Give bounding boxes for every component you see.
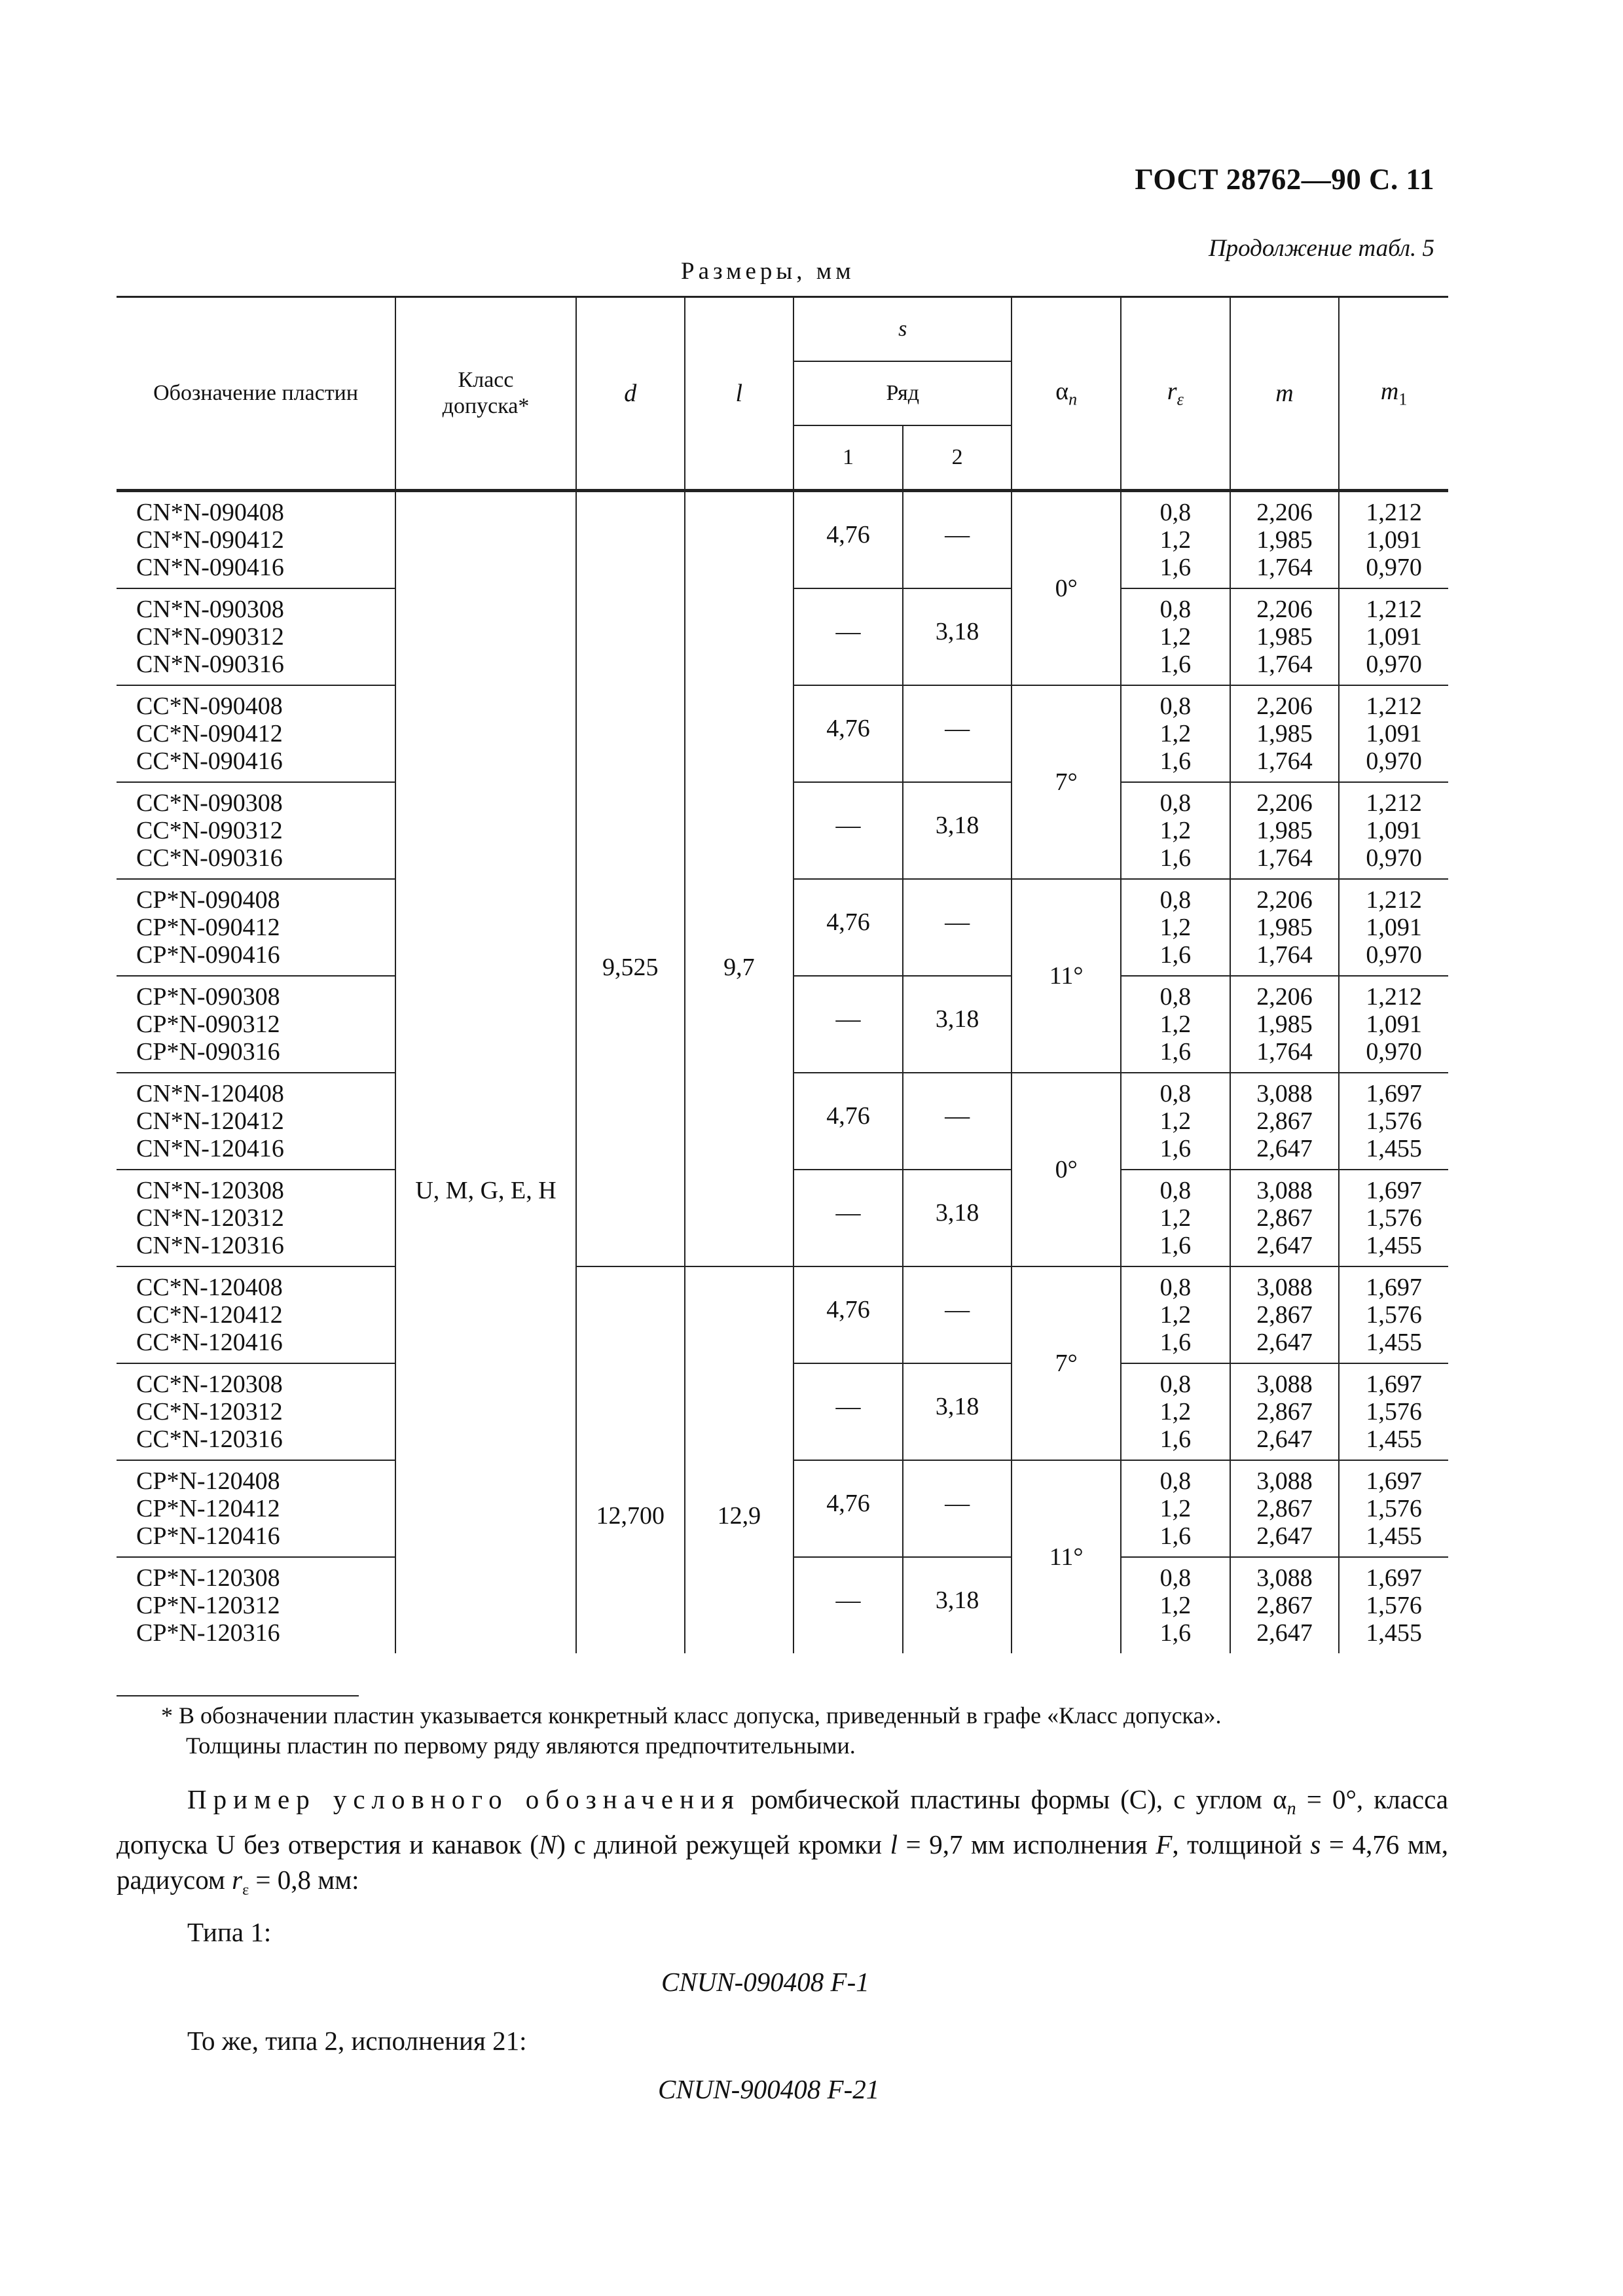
m1-values: 1,212 1,091 0,970 bbox=[1339, 491, 1448, 589]
s-row1-value: — bbox=[793, 1557, 903, 1653]
d-value: 9,525 bbox=[576, 491, 685, 1267]
r-values: 0,8 1,2 1,6 bbox=[1121, 685, 1230, 782]
r-values: 0,8 1,2 1,6 bbox=[1121, 976, 1230, 1073]
table-continuation-label: Продолжение табл. 5 bbox=[1208, 235, 1434, 262]
header-m1: $m_1$ bbox=[1339, 297, 1448, 491]
m1-values: 1,212 1,091 0,970 bbox=[1339, 588, 1448, 685]
insert-codes: CP*N-090408 CP*N-090412 CP*N-090416 bbox=[117, 879, 395, 976]
example-type1-label: Типа 1: bbox=[187, 1917, 272, 1947]
s-row2-value: — bbox=[903, 491, 1012, 589]
header-row1: 1 bbox=[793, 425, 903, 491]
m1-values: 1,212 1,091 0,970 bbox=[1339, 879, 1448, 976]
header-tolerance-class: Класс допуска* bbox=[395, 297, 576, 491]
l-value: 9,7 bbox=[685, 491, 794, 1267]
m1-values: 1,697 1,576 1,455 bbox=[1339, 1073, 1448, 1170]
example-code1: CNUN-090408 F-1 bbox=[661, 1967, 869, 1997]
s-row1-value: 4,76 bbox=[793, 1460, 903, 1557]
s-row1-value: 4,76 bbox=[793, 1266, 903, 1363]
example-code2: CNUN-900408 F-21 bbox=[658, 2074, 880, 2104]
insert-codes: CN*N-120308 CN*N-120312 CN*N-120316 bbox=[117, 1170, 395, 1266]
alpha-value: 11° bbox=[1012, 1460, 1121, 1653]
s-row2-value: — bbox=[903, 1073, 1012, 1170]
m1-values: 1,697 1,576 1,455 bbox=[1339, 1460, 1448, 1557]
header-d: d bbox=[576, 297, 685, 491]
s-row2-value: 3,18 bbox=[903, 1557, 1012, 1653]
m1-values: 1,697 1,576 1,455 bbox=[1339, 1266, 1448, 1363]
table-row bbox=[117, 491, 1448, 589]
insert-codes: CC*N-090308 CC*N-090312 CC*N-090316 bbox=[117, 782, 395, 879]
m1-values: 1,697 1,576 1,455 bbox=[1339, 1557, 1448, 1653]
alpha-value: 7° bbox=[1012, 685, 1121, 879]
s-row2-value: 3,18 bbox=[903, 588, 1012, 685]
footnote-line2: Толщины пластин по первому ряду являются предпочтительными. bbox=[186, 1732, 856, 1759]
tolerance-class-value: U, M, G, E, H bbox=[395, 491, 576, 1654]
m1-values: 1,212 1,091 0,970 bbox=[1339, 782, 1448, 879]
alpha-value: 0° bbox=[1012, 1073, 1121, 1266]
m-values: 3,088 2,867 2,647 bbox=[1230, 1557, 1340, 1653]
insert-codes: CP*N-120408 CP*N-120412 CP*N-120416 bbox=[117, 1460, 395, 1557]
table-row bbox=[117, 1266, 1448, 1363]
m1-values: 1,212 1,091 0,970 bbox=[1339, 976, 1448, 1073]
alpha-value: 11° bbox=[1012, 879, 1121, 1073]
insert-codes: CP*N-090308 CP*N-090312 CP*N-090316 bbox=[117, 976, 395, 1073]
m-values: 3,088 2,867 2,647 bbox=[1230, 1266, 1340, 1363]
alpha-value: 7° bbox=[1012, 1266, 1121, 1460]
header-l: l bbox=[685, 297, 794, 491]
insert-codes: CN*N-090308 CN*N-090312 CN*N-090316 bbox=[117, 588, 395, 685]
s-row2-value: 3,18 bbox=[903, 782, 1012, 879]
r-values: 0,8 1,2 1,6 bbox=[1121, 1170, 1230, 1266]
m-values: 2,206 1,985 1,764 bbox=[1230, 782, 1340, 879]
m-values: 2,206 1,985 1,764 bbox=[1230, 976, 1340, 1073]
r-values: 0,8 1,2 1,6 bbox=[1121, 1460, 1230, 1557]
s-row2-value: — bbox=[903, 1460, 1012, 1557]
m-values: 2,206 1,985 1,764 bbox=[1230, 588, 1340, 685]
footnote-line1: * В обозначении пластин указывается конкретный класс допуска, приведенный в графе «Класс допуска». bbox=[161, 1702, 1222, 1729]
r-values: 0,8 1,2 1,6 bbox=[1121, 782, 1230, 879]
r-values: 0,8 1,2 1,6 bbox=[1121, 588, 1230, 685]
m1-values: 1,697 1,576 1,455 bbox=[1339, 1363, 1448, 1460]
m1-values: 1,697 1,576 1,455 bbox=[1339, 1170, 1448, 1266]
insert-codes: CC*N-120408 CC*N-120412 CC*N-120416 bbox=[117, 1266, 395, 1363]
header-alpha: $\alpha_n$ bbox=[1012, 297, 1121, 491]
insert-codes: CN*N-090408 CN*N-090412 CN*N-090416 bbox=[117, 491, 395, 589]
sizes-caption: Размеры, мм bbox=[681, 258, 855, 285]
s-row1-value: — bbox=[793, 1363, 903, 1460]
l-value: 12,9 bbox=[685, 1266, 794, 1653]
r-values: 0,8 1,2 1,6 bbox=[1121, 1073, 1230, 1170]
designation-example: Пример условного обозначения ромбической пластины формы (C), с углом $\alpha_n = 0^\circ$, класса допуска U без отверстия и канавок (N) с длиной режущей кромки l = 9,7 мм исполнения F, толщиной s = 4,76 мм, радиусом $r_\varepsilon = 0,8$ мм: bbox=[117, 1784, 1448, 1899]
s-row2-value: 3,18 bbox=[903, 976, 1012, 1073]
m-values: 3,088 2,867 2,647 bbox=[1230, 1170, 1340, 1266]
m-values: 3,088 2,867 2,647 bbox=[1230, 1363, 1340, 1460]
m1-values: 1,212 1,091 0,970 bbox=[1339, 685, 1448, 782]
insert-codes: CP*N-120308 CP*N-120312 CP*N-120316 bbox=[117, 1557, 395, 1653]
header-s: s bbox=[793, 297, 1012, 362]
header-row2: 2 bbox=[903, 425, 1012, 491]
r-values: 0,8 1,2 1,6 bbox=[1121, 1557, 1230, 1653]
footnotes bbox=[117, 1695, 1448, 1761]
s-row1-value: — bbox=[793, 1170, 903, 1266]
s-row1-value: — bbox=[793, 588, 903, 685]
r-values: 0,8 1,2 1,6 bbox=[1121, 1266, 1230, 1363]
s-row1-value: 4,76 bbox=[793, 879, 903, 976]
m-values: 3,088 2,867 2,647 bbox=[1230, 1460, 1340, 1557]
s-row2-value: — bbox=[903, 1266, 1012, 1363]
page-header: ГОСТ 28762—90 С. 11 bbox=[1135, 163, 1434, 196]
s-row1-value: 4,76 bbox=[793, 685, 903, 782]
insert-codes: CC*N-120308 CC*N-120312 CC*N-120316 bbox=[117, 1363, 395, 1460]
footnote-rule bbox=[117, 1695, 359, 1696]
r-values: 0,8 1,2 1,6 bbox=[1121, 1363, 1230, 1460]
r-values: 0,8 1,2 1,6 bbox=[1121, 491, 1230, 589]
m-values: 2,206 1,985 1,764 bbox=[1230, 879, 1340, 976]
s-row2-value: 3,18 bbox=[903, 1170, 1012, 1266]
header-designation: Обозначение пластин bbox=[117, 297, 395, 491]
d-value: 12,700 bbox=[576, 1266, 685, 1653]
r-values: 0,8 1,2 1,6 bbox=[1121, 879, 1230, 976]
s-row2-value: — bbox=[903, 879, 1012, 976]
s-row2-value: — bbox=[903, 685, 1012, 782]
s-row1-value: 4,76 bbox=[793, 491, 903, 589]
s-row1-value: — bbox=[793, 976, 903, 1073]
m-values: 2,206 1,985 1,764 bbox=[1230, 491, 1340, 589]
example-lead: Пример условного обозначения bbox=[187, 1784, 740, 1814]
insert-codes: CN*N-120408 CN*N-120412 CN*N-120416 bbox=[117, 1073, 395, 1170]
s-row1-value: — bbox=[793, 782, 903, 879]
s-row2-value: 3,18 bbox=[903, 1363, 1012, 1460]
example-type2-label: То же, типа 2, исполнения 21: bbox=[187, 2026, 527, 2056]
m-values: 2,206 1,985 1,764 bbox=[1230, 685, 1340, 782]
inserts-table bbox=[117, 296, 1448, 1653]
s-row1-value: 4,76 bbox=[793, 1073, 903, 1170]
insert-codes: CC*N-090408 CC*N-090412 CC*N-090416 bbox=[117, 685, 395, 782]
header-r: $r_\varepsilon$ bbox=[1121, 297, 1230, 491]
m-values: 3,088 2,867 2,647 bbox=[1230, 1073, 1340, 1170]
header-m: m bbox=[1230, 297, 1340, 491]
alpha-value: 0° bbox=[1012, 491, 1121, 686]
header-row-label: Ряд bbox=[793, 361, 1012, 425]
